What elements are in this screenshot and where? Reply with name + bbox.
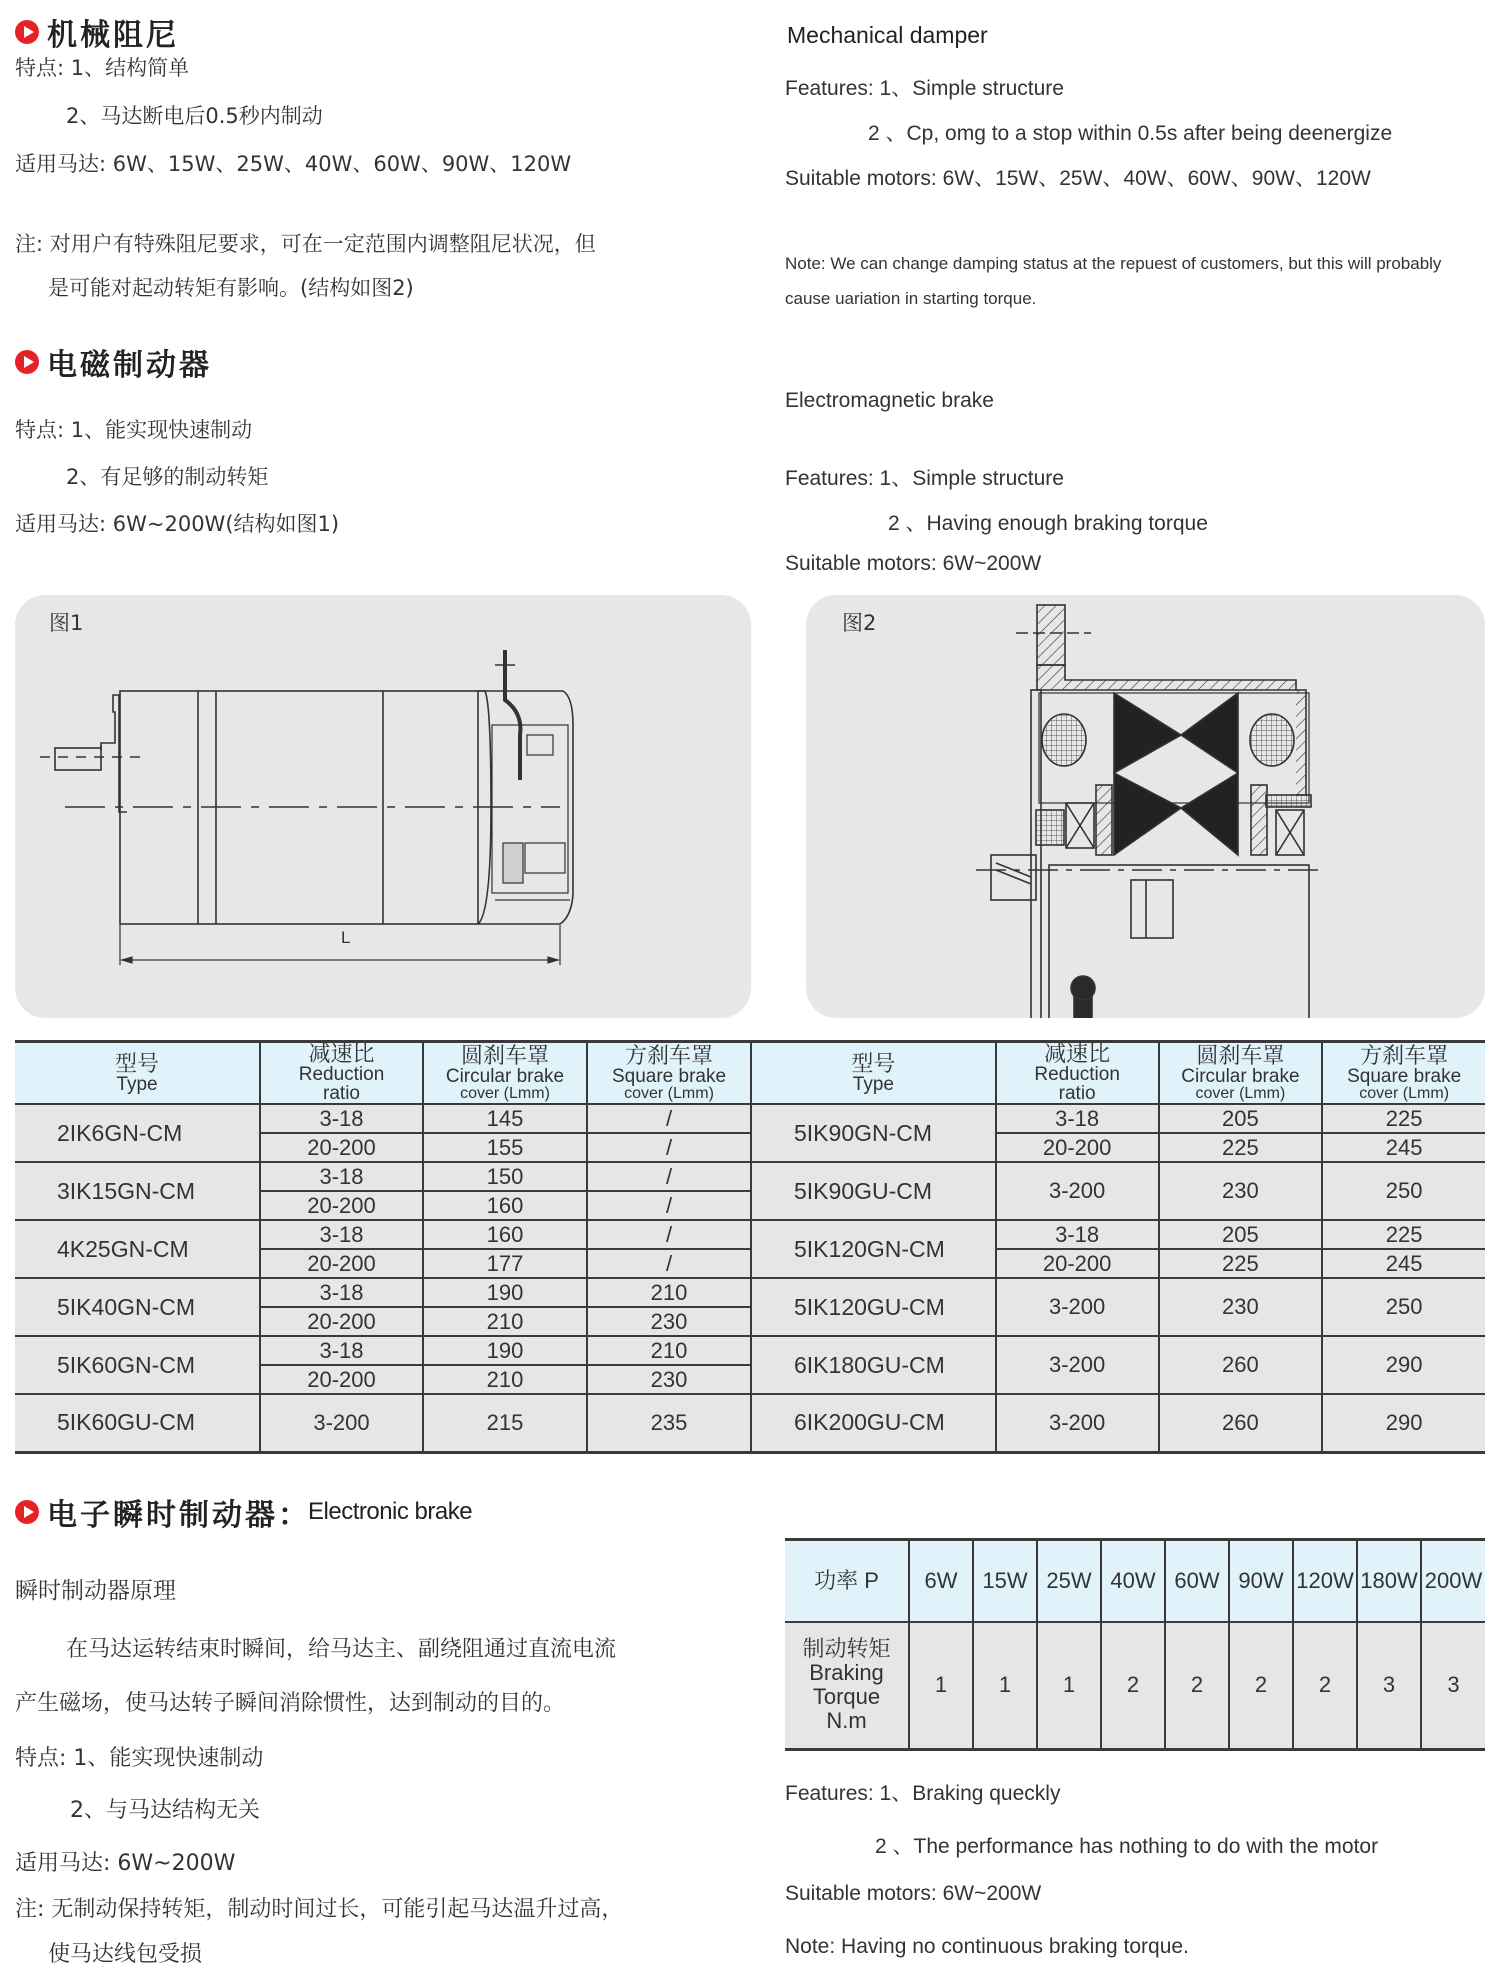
- circular-cell: 190: [423, 1278, 587, 1307]
- suitable-motors: 适用马达: 6W、15W、25W、40W、60W、90W、120W: [15, 152, 572, 176]
- heading-text: 电磁制动器: [47, 348, 212, 383]
- table-row: [751, 1278, 1485, 1336]
- square-cell: 225: [1322, 1220, 1485, 1249]
- torque-cell: 2: [1165, 1622, 1229, 1750]
- figure-1-panel: [15, 595, 751, 1018]
- circular-cell: 155: [423, 1133, 587, 1162]
- model-cell: 5IK60GU-CM: [15, 1394, 260, 1452]
- square-cell: /: [587, 1133, 750, 1162]
- header-circular-cover: 圆刹车罩 Circular brake cover (Lmm): [1159, 1042, 1323, 1105]
- ratio-cell: 3-18: [260, 1278, 423, 1307]
- square-cell: /: [587, 1104, 750, 1133]
- header-square-cover: 方刹车罩 Square brake cover (Lmm): [587, 1042, 750, 1105]
- heading-text: 机械阻尼: [47, 18, 179, 53]
- spec-table-left: [15, 1040, 750, 1454]
- en-suitable-motors: Suitable motors: 6W、15W、25W、40W、60W、90W、120W: [785, 167, 1371, 190]
- ratio-cell: 20-200: [996, 1249, 1159, 1278]
- model-cell: 6IK200GU-CM: [751, 1394, 996, 1452]
- ratio-cell: 3-18: [260, 1336, 423, 1365]
- circular-cell: 230: [1159, 1162, 1323, 1220]
- section-heading-mechanical-damper: [15, 10, 179, 54]
- table-row: [751, 1336, 1485, 1394]
- square-cell: /: [587, 1220, 750, 1249]
- en-note-line-2: cause uariation in starting torque.: [785, 289, 1037, 308]
- circular-cell: 225: [1159, 1249, 1323, 1278]
- square-cell: 250: [1322, 1162, 1485, 1220]
- square-cell: /: [587, 1249, 750, 1278]
- torque-cell: 2: [1101, 1622, 1165, 1750]
- section-heading-electronic-brake: [15, 1490, 472, 1534]
- eb-en-note: Note: Having no continuous braking torque.: [785, 1935, 1189, 1958]
- torque-cell: 1: [909, 1622, 973, 1750]
- em-feature-2: 2、有足够的制动转矩: [66, 465, 269, 489]
- torque-cell: 3: [1421, 1622, 1485, 1750]
- model-cell: 5IK120GN-CM: [751, 1220, 996, 1278]
- torque-cell: 1: [1037, 1622, 1101, 1750]
- figure-2-label: 图2: [842, 611, 877, 635]
- eb-note-line-1: 注: 无制动保持转矩，制动时间过长，可能引起马达温升过高，: [15, 1897, 624, 1922]
- circular-cell: 260: [1159, 1394, 1323, 1452]
- torque-cell: 3: [1357, 1622, 1421, 1750]
- table-row: [15, 1220, 750, 1249]
- en-heading-electromagnetic-brake: Electromagnetic brake: [785, 389, 994, 412]
- model-cell: 5IK120GU-CM: [751, 1278, 996, 1336]
- circular-cell: 177: [423, 1249, 587, 1278]
- em-feature-1: 特点: 1、能实现快速制动: [15, 418, 253, 442]
- square-cell: 290: [1322, 1336, 1485, 1394]
- em-en-feature-2: 2 、Having enough braking torque: [888, 512, 1208, 535]
- power-label: 功率 P: [785, 1540, 909, 1622]
- power-cell: 6W: [909, 1540, 973, 1622]
- ratio-cell: 3-18: [260, 1104, 423, 1133]
- ratio-cell: 20-200: [260, 1191, 423, 1220]
- circular-cell: 230: [1159, 1278, 1323, 1336]
- torque-cell: 2: [1229, 1622, 1293, 1750]
- ratio-cell: 20-200: [260, 1365, 423, 1394]
- power-cell: 25W: [1037, 1540, 1101, 1622]
- square-cell: 290: [1322, 1394, 1485, 1452]
- section-heading-electromagnetic-brake: [15, 340, 212, 384]
- square-cell: 245: [1322, 1133, 1485, 1162]
- eb-feature-1: 特点: 1、能实现快速制动: [15, 1746, 264, 1771]
- header-circular-cover: 圆刹车罩 Circular brake cover (Lmm): [423, 1042, 587, 1105]
- figure-1-label: 图1: [49, 611, 84, 635]
- en-note-line-1: Note: We can change damping status at the repuest of customers, but this will probably: [785, 254, 1442, 273]
- header-type: 型号 Type: [15, 1042, 260, 1105]
- circular-cell: 190: [423, 1336, 587, 1365]
- ratio-cell: 3-200: [996, 1336, 1159, 1394]
- dimension-L-label: L: [341, 928, 351, 947]
- table-row: [15, 1162, 750, 1191]
- heading-separator: ：: [278, 1498, 308, 1533]
- table-row: [15, 1104, 750, 1133]
- square-cell: /: [587, 1162, 750, 1191]
- feature-2: 2、马达断电后0.5秒内制动: [66, 104, 323, 128]
- square-cell: /: [587, 1191, 750, 1220]
- ratio-cell: 3-200: [996, 1162, 1159, 1220]
- square-cell: 230: [587, 1365, 750, 1394]
- heading-text-en: Electronic brake: [308, 1498, 473, 1525]
- power-cell: 200W: [1421, 1540, 1485, 1622]
- power-cell: 60W: [1165, 1540, 1229, 1622]
- power-cell: 15W: [973, 1540, 1037, 1622]
- note-line-1: 注: 对用户有特殊阻尼要求，可在一定范围内调整阻尼状况，但: [15, 232, 596, 256]
- model-cell: 5IK40GN-CM: [15, 1278, 260, 1336]
- principle-title: 瞬时制动器原理: [15, 1578, 176, 1604]
- model-cell: 5IK60GN-CM: [15, 1336, 260, 1394]
- table-row: [751, 1394, 1485, 1452]
- circular-cell: 260: [1159, 1336, 1323, 1394]
- model-cell: 4K25GN-CM: [15, 1220, 260, 1278]
- torque-cell: 2: [1293, 1622, 1357, 1750]
- model-cell: 3IK15GN-CM: [15, 1162, 260, 1220]
- model-cell: 5IK90GN-CM: [751, 1104, 996, 1162]
- principle-line-2: 产生磁场，使马达转子瞬间消除惯性，达到制动的目的。: [15, 1691, 566, 1716]
- eb-en-suitable-motors: Suitable motors: 6W~200W: [785, 1882, 1042, 1905]
- table-row: [751, 1104, 1485, 1133]
- play-bullet-icon: [15, 1500, 39, 1524]
- ratio-cell: 3-200: [996, 1394, 1159, 1452]
- table-header-row: [15, 1042, 750, 1105]
- ratio-cell: 20-200: [260, 1307, 423, 1336]
- heading-text-zh: 电子瞬时制动器: [47, 1498, 278, 1533]
- ratio-cell: 3-18: [260, 1220, 423, 1249]
- eb-en-feature-2: 2 、The performance has nothing to do with the motor: [875, 1835, 1379, 1858]
- eb-note-line-2: 使马达线包受损: [48, 1942, 203, 1967]
- damper-cross-section-drawing: [806, 595, 1485, 1018]
- table-row: [751, 1162, 1485, 1220]
- circular-cell: 210: [423, 1365, 587, 1394]
- table-row: [15, 1336, 750, 1365]
- em-en-suitable-motors: Suitable motors: 6W~200W: [785, 552, 1042, 575]
- dimension-line-L: [15, 595, 751, 1018]
- ratio-cell: 20-200: [996, 1133, 1159, 1162]
- note-line-2: 是可能对起动转矩有影响。(结构如图2): [48, 276, 414, 300]
- eb-suitable-motors: 适用马达: 6W~200W: [15, 1851, 236, 1876]
- torque-label: 制动转矩 Braking Torque N.m: [785, 1622, 909, 1750]
- circular-cell: 160: [423, 1220, 587, 1249]
- square-cell: 210: [587, 1278, 750, 1307]
- header-reduction-ratio: 减速比 Reduction ratio: [260, 1042, 423, 1105]
- circular-cell: 150: [423, 1162, 587, 1191]
- braking-torque-table: [785, 1538, 1485, 1751]
- circular-cell: 205: [1159, 1104, 1323, 1133]
- eb-feature-2: 2、与马达结构无关: [70, 1798, 260, 1823]
- circular-cell: 210: [423, 1307, 587, 1336]
- table-row: [15, 1278, 750, 1307]
- square-cell: 235: [587, 1394, 750, 1452]
- model-cell: 5IK90GU-CM: [751, 1162, 996, 1220]
- en-heading-mechanical-damper: Mechanical damper: [787, 22, 988, 48]
- play-bullet-icon: [15, 350, 39, 374]
- table-header-row: [751, 1042, 1485, 1105]
- ratio-cell: 20-200: [260, 1133, 423, 1162]
- spec-table-right: [750, 1040, 1485, 1454]
- square-cell: 230: [587, 1307, 750, 1336]
- circular-cell: 205: [1159, 1220, 1323, 1249]
- em-en-feature-1: Features: 1、Simple structure: [785, 467, 1064, 490]
- em-suitable-motors: 适用马达: 6W~200W(结构如图1): [15, 512, 340, 536]
- feature-1: 特点: 1、结构简单: [15, 56, 190, 80]
- circular-cell: 145: [423, 1104, 587, 1133]
- circular-cell: 215: [423, 1394, 587, 1452]
- circular-cell: 160: [423, 1191, 587, 1220]
- power-row: [785, 1540, 1485, 1622]
- ratio-cell: 20-200: [260, 1249, 423, 1278]
- header-type: 型号 Type: [751, 1042, 996, 1105]
- header-reduction-ratio: 减速比 Reduction ratio: [996, 1042, 1159, 1105]
- power-cell: 40W: [1101, 1540, 1165, 1622]
- ratio-cell: 3-200: [260, 1394, 423, 1452]
- header-square-cover: 方刹车罩 Square brake cover (Lmm): [1322, 1042, 1485, 1105]
- table-row: [751, 1220, 1485, 1249]
- principle-line-1: 在马达运转结束时瞬间，给马达主、副绕阻通过直流电流: [66, 1637, 617, 1662]
- power-cell: 180W: [1357, 1540, 1421, 1622]
- model-cell: 2IK6GN-CM: [15, 1104, 260, 1162]
- en-feature-1: Features: 1、Simple structure: [785, 77, 1064, 100]
- eb-en-feature-1: Features: 1、Braking queckly: [785, 1782, 1061, 1805]
- square-cell: 225: [1322, 1104, 1485, 1133]
- torque-row: [785, 1622, 1485, 1750]
- square-cell: 210: [587, 1336, 750, 1365]
- circular-cell: 225: [1159, 1133, 1323, 1162]
- ratio-cell: 3-18: [996, 1104, 1159, 1133]
- power-cell: 90W: [1229, 1540, 1293, 1622]
- play-bullet-icon: [15, 20, 39, 44]
- power-cell: 120W: [1293, 1540, 1357, 1622]
- torque-cell: 1: [973, 1622, 1037, 1750]
- ratio-cell: 3-18: [260, 1162, 423, 1191]
- ratio-cell: 3-18: [996, 1220, 1159, 1249]
- square-cell: 250: [1322, 1278, 1485, 1336]
- model-cell: 6IK180GU-CM: [751, 1336, 996, 1394]
- figure-2-panel: [806, 595, 1485, 1018]
- en-feature-2: 2 、Cp, omg to a stop within 0.5s after being deenergize: [868, 122, 1393, 145]
- square-cell: 245: [1322, 1249, 1485, 1278]
- ratio-cell: 3-200: [996, 1278, 1159, 1336]
- table-row: [15, 1394, 750, 1452]
